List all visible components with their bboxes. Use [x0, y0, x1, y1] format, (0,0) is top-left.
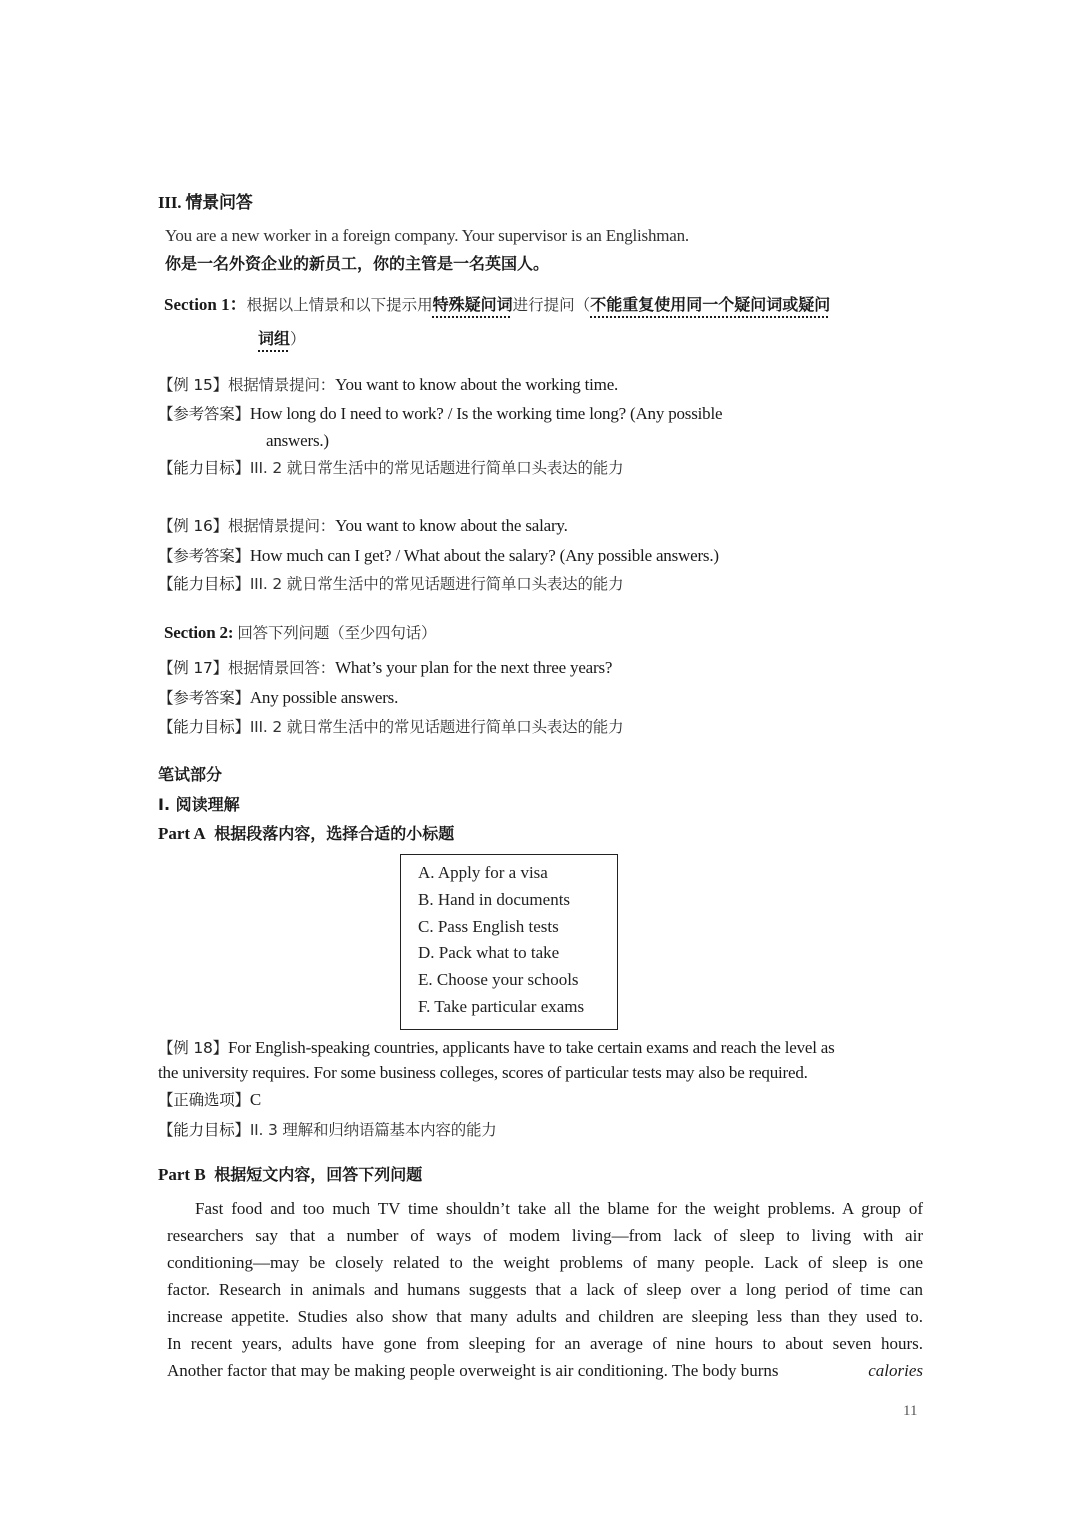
goal-text: III. 2 就日常生活中的常见话题进行简单口头表达的能力 — [249, 575, 624, 593]
reading-heading: I. 阅读理解 — [158, 795, 240, 814]
options-box — [400, 854, 618, 1030]
example-label: 【例 17】 — [158, 659, 228, 677]
option-e: E. Choose your schools — [418, 970, 579, 989]
written-section-heading: 笔试部分 — [158, 765, 223, 784]
example-18-cont: the university requires. For some business colleges, scores of particular tests may also be required. — [158, 1063, 808, 1082]
scenario-chinese: 你是一名外资企业的新员工，你的主管是一名英国人。 — [165, 254, 550, 273]
answer-text: How long do I need to work? / Is the working time long? (Any possible — [249, 404, 723, 423]
example-16 — [158, 515, 568, 537]
section2-instruction — [164, 622, 436, 644]
partB-passage — [167, 1195, 923, 1384]
goal-label: 【能力目标】 — [158, 718, 250, 736]
partB-label: Part B — [158, 1165, 206, 1184]
example-16-answer — [158, 545, 719, 567]
example-18 — [158, 1037, 835, 1059]
passage-line-text: Another factor that may be making people overweight is air conditioning. The body burns — [167, 1361, 779, 1380]
example-prompt-cn: 根据情景回答： — [227, 659, 336, 677]
passage-line: researchers say that a number of ways of modem living—from lack of sleep to living with air — [167, 1226, 923, 1245]
section1-instruction — [164, 293, 830, 317]
goal-text: III. 2 就日常生活中的常见话题进行简单口头表达的能力 — [249, 459, 624, 477]
option-a: A. Apply for a visa — [418, 863, 548, 882]
passage-line: In recent years, adults have gone from sleeping for an average of nine hours to about seven hours. — [167, 1334, 923, 1353]
example-15 — [158, 374, 618, 396]
emphasis-phrase: 词组 — [258, 329, 291, 348]
example-17-answer — [158, 687, 398, 709]
example-15-goal — [158, 457, 623, 479]
passage-line: conditioning—may be closely related to the weight problems of many people. Lack of sleep is one — [167, 1253, 923, 1272]
close-paren: ） — [290, 330, 306, 348]
partA-label: Part A — [158, 824, 206, 843]
section2-instr-text: 回答下列问题（至少四句话） — [237, 624, 437, 642]
answer-label: 【正确选项】 — [158, 1091, 250, 1109]
example-15-answer-cont: answers.) — [266, 431, 329, 450]
answer-label: 【参考答案】 — [158, 689, 250, 707]
goal-label: 【能力目标】 — [158, 459, 250, 477]
option-f: F. Take particular exams — [418, 997, 585, 1016]
option-c: C. Pass English tests — [418, 917, 559, 936]
example-prompt-en: What’s your plan for the next three years? — [335, 658, 613, 677]
passage-line: increase appetite. Studies also show that many adults and children are sleeping less than they used to. — [167, 1307, 923, 1326]
heading-text: III. 情景问答 — [158, 193, 253, 212]
example-prompt-en: You want to know about the salary. — [335, 516, 568, 535]
option-b: B. Hand in documents — [418, 890, 571, 909]
section1-label: Section 1： — [164, 295, 247, 314]
section2-label: Section 2: — [164, 623, 234, 642]
passage-line: factor. Research in animals and humans suggests that a lack of sleep over a long period of time can — [167, 1280, 923, 1299]
example-17-goal — [158, 716, 623, 738]
answer-text: How much can I get? / What about the salary? (Any possible answers.) — [249, 546, 719, 565]
partB-heading — [158, 1163, 422, 1187]
goal-label: 【能力目标】 — [158, 575, 250, 593]
answer-label: 【参考答案】 — [158, 405, 250, 423]
section1-instruction-cont — [258, 327, 306, 351]
goal-text: II. 3 理解和归纳语篇基本内容的能力 — [249, 1121, 497, 1139]
section1-instr-text: 根据以上情景和以下提示用 — [246, 296, 433, 314]
section-heading-situational-qa — [158, 192, 253, 214]
example-label: 【例 18】 — [158, 1039, 228, 1057]
goal-text: III. 2 就日常生活中的常见话题进行简单口头表达的能力 — [249, 718, 624, 736]
italic-term: calories — [868, 1361, 923, 1380]
example-label: 【例 16】 — [158, 517, 228, 535]
example-prompt-en: You want to know about the working time. — [335, 375, 619, 394]
scenario-english: You are a new worker in a foreign company. Your supervisor is an Englishman. — [165, 226, 689, 245]
example-label: 【例 15】 — [158, 376, 228, 394]
example-17 — [158, 657, 612, 679]
passage-line: Fast food and too much TV time shouldn’t take all the blame for the weight problems. A group of — [195, 1199, 923, 1218]
option-d: D. Pack what to take — [418, 943, 560, 962]
emphasis-special-question-words: 特殊疑问词 — [432, 295, 513, 314]
example-16-goal — [158, 573, 623, 595]
section1-instr-text-2: 进行提问（ — [512, 296, 591, 314]
example-18-goal — [158, 1119, 497, 1141]
partA-instr: 根据段落内容，选择合适的小标题 — [214, 824, 455, 843]
passage-line-last — [167, 1357, 923, 1384]
answer-text: C — [249, 1090, 261, 1109]
example-prompt-cn: 根据情景提问： — [227, 517, 336, 535]
goal-label: 【能力目标】 — [158, 1121, 250, 1139]
example-text: For English-speaking countries, applicants have to take certain exams and reach the level as — [227, 1038, 835, 1057]
example-18-answer — [158, 1089, 261, 1111]
partB-instr: 根据短文内容，回答下列问题 — [214, 1165, 423, 1184]
answer-label: 【参考答案】 — [158, 547, 250, 565]
example-15-answer — [158, 403, 722, 425]
answer-text: Any possible answers. — [249, 688, 399, 707]
example-prompt-cn: 根据情景提问： — [227, 376, 336, 394]
partA-heading — [158, 822, 454, 846]
page-number: 11 — [903, 1403, 918, 1419]
emphasis-no-repeat: 不能重复使用同一个疑问词或疑问 — [590, 295, 831, 314]
